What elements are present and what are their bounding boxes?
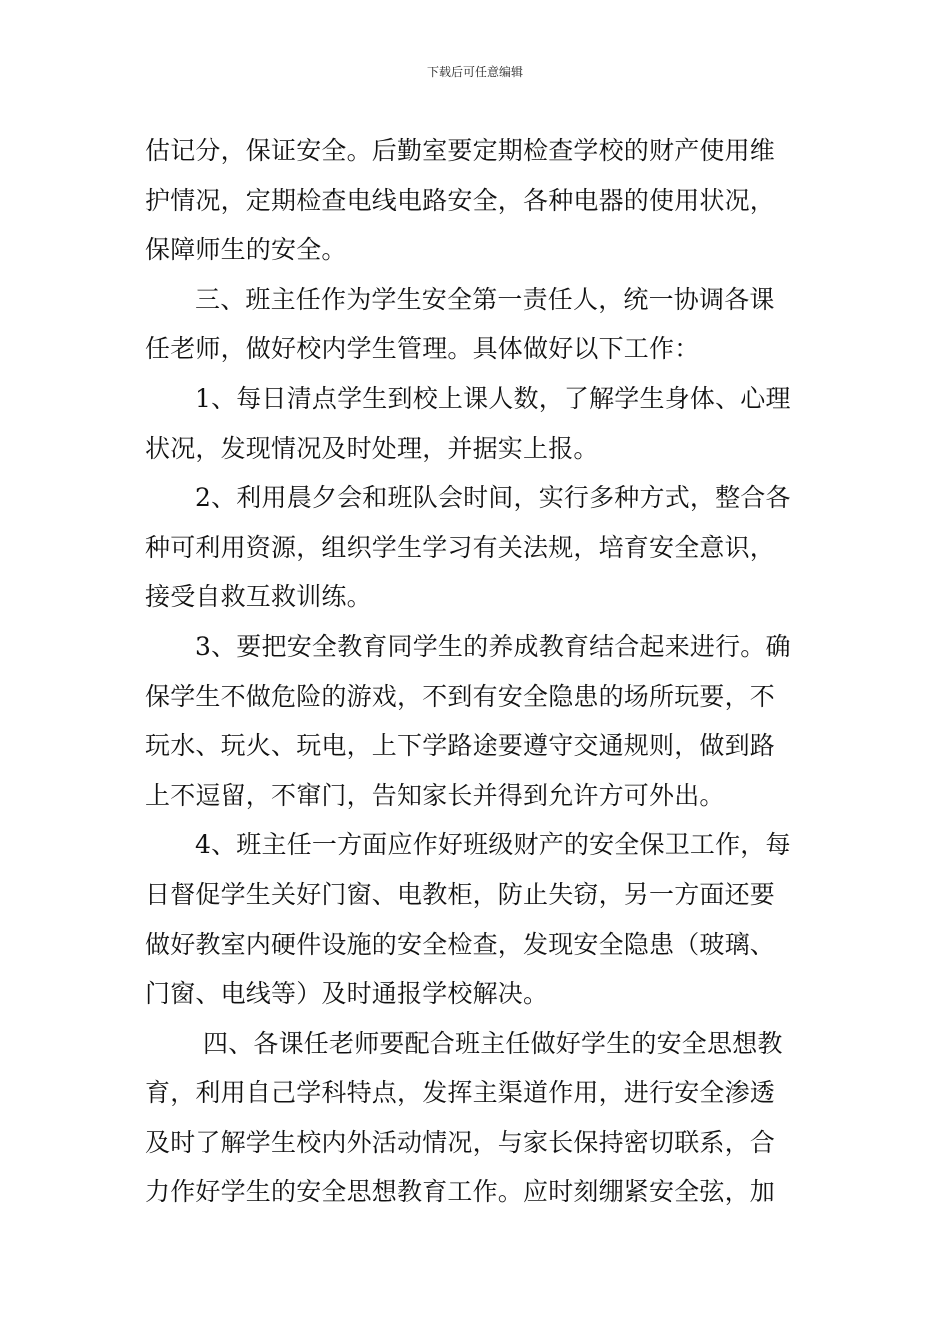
text-line: 估记分，保证安全。后勤室要定期检查学校的财产使用维 [145,136,776,165]
text-line: 护情况，定期检查电线电路安全，各种电器的使用状况， [145,185,776,215]
text-line: 育，利用自己学科特点，发挥主渠道作用，进行安全渗透 [145,1078,776,1108]
text-line: 上不逗留，不窜门，告知家长并得到允许方可外出。 [145,780,725,810]
text-line: 保障师生的安全。 [145,235,347,265]
page-header: 下载后可任意编辑 [426,65,523,79]
text-line: 状况，发现情况及时处理，并据实上报。 [145,433,599,463]
text-line: 3、要把安全教育同学生的养成教育结合起来进行。确 [195,631,791,661]
text-line: 门窗、电线等）及时通报学校解决。 [145,979,549,1009]
text-line: 4、班主任一方面应作好班级财产的安全保卫工作，每 [195,830,791,860]
text-line: 保学生不做危险的游戏，不到有安全隐患的场所玩要，不 [145,681,776,711]
text-line: 四、各课任老师要配合班主任做好学生的安全思想教 [203,1028,783,1058]
text-line: 接受自救互救训练。 [145,582,372,612]
text-line: 三、班主任作为学生安全第一责任人，统一协调各课 [195,284,775,314]
text-line: 2、利用晨夕会和班队会时间，实行多种方式，整合各 [195,483,791,513]
text-line: 及时了解学生校内外活动情况，与家长保持密切联系，合 [145,1127,776,1157]
text-line: 做好教室内硬件设施的安全检查，发现安全隐患（玻璃、 [145,929,776,959]
text-line: 种可利用资源，组织学生学习有关法规，培育安全意识， [145,532,776,562]
text-line: 玩水、玩火、玩电，上下学路途要遵守交通规则，做到路 [145,731,776,761]
text-line: 力作好学生的安全思想教育工作。应时刻绷紧安全弦，加 [145,1177,776,1207]
text-line: 任老师，做好校内学生管理。具体做好以下工作： [145,334,700,364]
text-line: 日督促学生关好门窗、电教柜，防止失窃，另一方面还要 [145,879,776,909]
document-body [145,126,809,1217]
text-line: 1、每日清点学生到校上课人数，了解学生身体、心理 [195,383,791,413]
